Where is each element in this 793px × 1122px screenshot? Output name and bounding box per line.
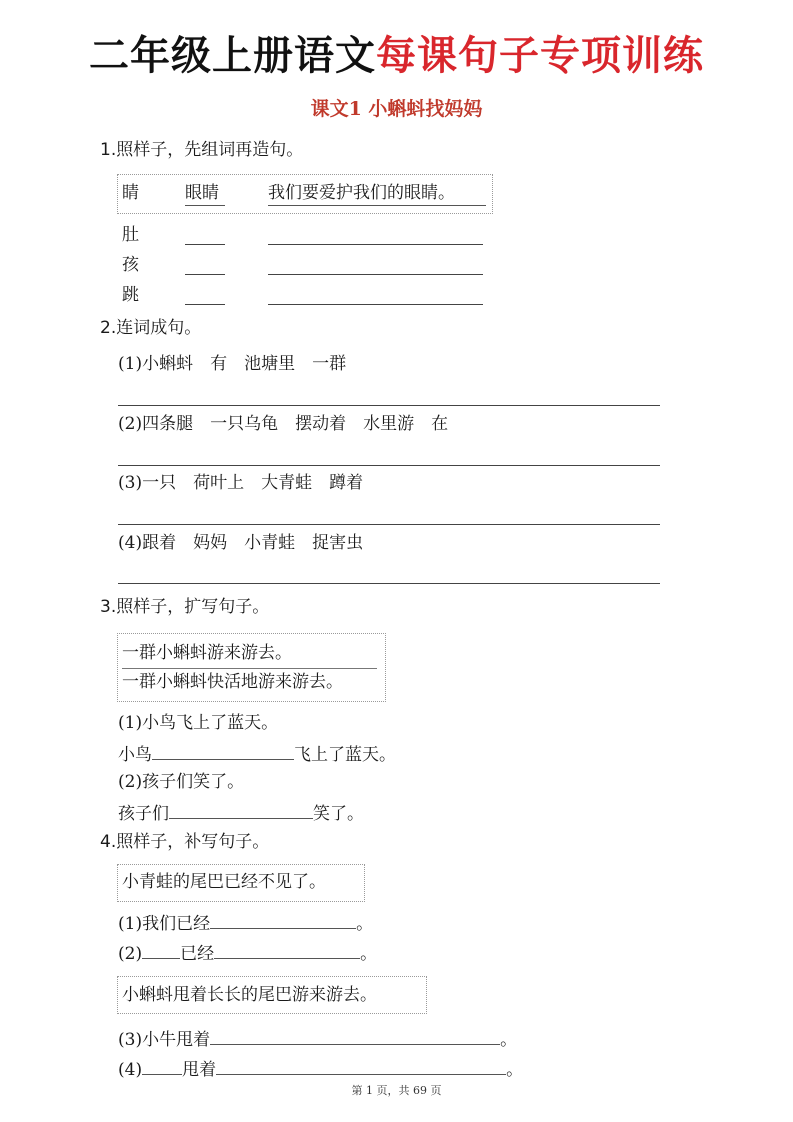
q3-item-1-post: 飞上了蓝天。 [294,745,396,765]
lesson-heading: 课文1 小蝌蚪找妈妈 [310,98,483,120]
q4-item-2-blank-b[interactable] [214,940,360,959]
q2-answer-line-1[interactable] [118,405,660,406]
q1-char-3: 跳 [122,285,139,305]
q4-item-2 [118,940,377,966]
q2-prompt: 2.连词成句。 [100,318,202,338]
q3-item-2-blank[interactable] [169,800,313,819]
q4-item-3-post: 。 [500,1030,518,1050]
q4-example-2: 小蝌蚪甩着长长的尾巴游来游去。 [122,985,377,1005]
q2-item-1: (1)小蝌蚪 有 池塘里 一群 [118,354,347,374]
q4-item-4-mid: 甩着 [182,1060,217,1080]
q2-answer-line-3[interactable] [118,524,660,525]
title-red-part: 每课句子专项训练 [376,33,704,79]
q1-char-1: 肚 [122,225,139,245]
q4-item-2-mid: 已经 [180,944,215,964]
q2-item-4: (4)跟着 妈妈 小青蛙 捉害虫 [118,533,364,553]
q1-word-blank-1[interactable] [185,244,225,245]
q1-char-2: 孩 [122,255,139,275]
q1-sentence-blank-3[interactable] [268,304,483,305]
q3-example-line-1: 一群小蝌蚪游来游去。 [122,643,292,663]
q4-item-3-pre: (3)小牛甩着 [118,1030,211,1050]
q3-item-2-post: 笑了。 [313,804,364,824]
q4-prompt: 4.照样子，补写句子。 [100,832,270,852]
q1-sentence-blank-1[interactable] [268,244,483,245]
q4-item-2-pre: (2) [118,944,143,964]
page-title [0,28,793,84]
q4-item-4-pre: (4) [118,1060,143,1080]
page-number: 第 1 页，共 69 页 [351,1084,442,1097]
q4-item-3-blank[interactable] [210,1026,500,1045]
q1-example-sentence: 我们要爱护我们的眼睛。 [268,181,486,206]
q2-answer-line-2[interactable] [118,465,660,466]
q3-item-2-pre: 孩子们 [118,804,169,824]
q4-item-4 [118,1056,523,1082]
q4-item-4-blank-b[interactable] [216,1056,506,1075]
q4-item-1-post: 。 [356,914,374,934]
q3-item-2-fill [118,800,364,826]
q4-item-1-blank[interactable] [210,910,356,929]
q3-item-1-blank[interactable] [152,741,294,760]
q3-item-1-pre: 小鸟 [118,745,152,765]
q2-item-3: (3)一只 荷叶上 大青蛙 蹲着 [118,473,364,493]
q3-prompt: 3.照样子，扩写句子。 [100,597,270,617]
q3-item-2: (2)孩子们笑了。 [118,772,245,792]
q1-sentence-blank-2[interactable] [268,274,483,275]
q4-item-4-post: 。 [506,1060,524,1080]
q4-item-1 [118,910,373,936]
q4-item-3 [118,1026,517,1052]
q1-example-char: 睛 [122,183,139,203]
q1-prompt: 1.照样子，先组词再造句。 [100,140,304,160]
q3-example-line-2: 一群小蝌蚪快活地游来游去。 [122,672,343,692]
q4-item-2-post: 。 [360,944,378,964]
q4-item-4-blank-a[interactable] [142,1056,182,1075]
q3-item-1: (1)小鸟飞上了蓝天。 [118,713,279,733]
q4-item-1-pre: (1)我们已经 [118,914,211,934]
q3-example-divider [122,668,377,669]
q2-item-2: (2)四条腿 一只乌龟 摆动着 水里游 在 [118,414,449,434]
q2-answer-line-4[interactable] [118,583,660,584]
title-black-part: 二年级上册语文 [89,33,376,79]
q1-word-blank-3[interactable] [185,304,225,305]
q3-item-1-fill [118,741,396,767]
q1-example-word: 眼睛 [185,181,225,206]
q4-item-2-blank-a[interactable] [142,940,180,959]
q1-word-blank-2[interactable] [185,274,225,275]
q4-example-1: 小青蛙的尾巴已经不见了。 [122,872,326,892]
